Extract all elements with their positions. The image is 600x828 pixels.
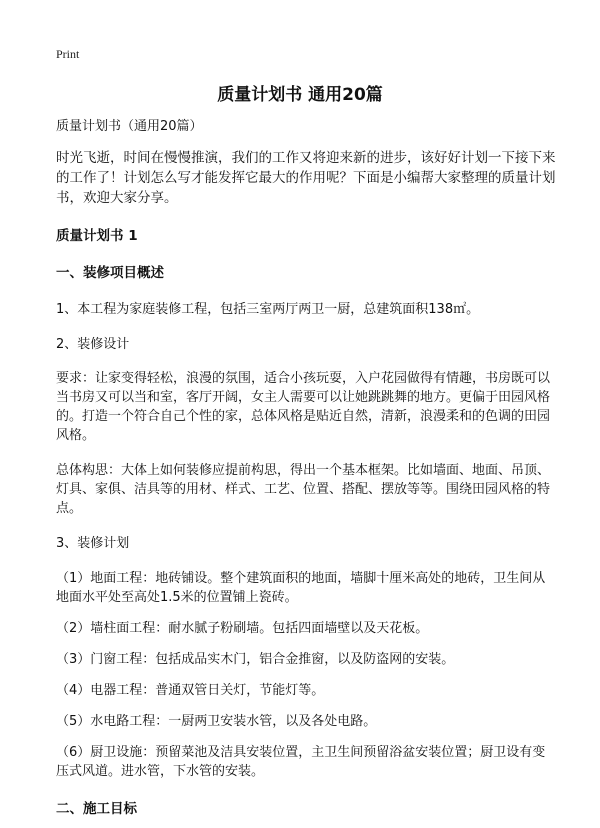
intro-paragraph: 时光飞逝，时间在慢慢推演，我们的工作又将迎来新的进步，该好好计划一下接下来的工作了！计划怎么写才能发挥它最大的作用呢？下面是小编帮大家整理的质量计划书，欢迎大家分享。 [56,150,556,206]
page-title: 质量计划书 通用20篇 [217,85,383,105]
heading-project-overview: 一、装修项目概述 [56,265,164,281]
document-body [56,117,556,828]
heading-construction-goal: 二、施工目标 [56,801,137,817]
overview-item-1: 1、本工程为家庭装修工程，包括三室两厅两卫一厨，总建筑面积138㎡。 [56,302,480,317]
plan-item: （4）电器工程：普通双管日关灯，节能灯等。 [56,683,325,698]
plan-item: （5）水电路工程：一厨两卫安装水管，以及各处电路。 [56,714,377,729]
plan-item: （3）门窗工程：包括成品实木门，铝合金推窗，以及防盗网的安装。 [56,652,455,667]
overview-item-3: 3、装修计划 [56,536,130,551]
overview-item-2: 2、装修设计 [56,337,130,352]
plan-item: （2）墙柱面工程：耐水腻子粉刷墙。包括四面墙壁以及天花板。 [56,621,429,636]
print-link[interactable]: Print [56,47,80,61]
plan-item: （6）厨卫设施：预留菜池及洁具安装位置，主卫生间预留浴盆安装位置；厨卫设有变压式风道。进水管，下水管的安装。 [56,745,546,779]
document-subtitle: 质量计划书（通用20篇） [56,119,203,134]
plan-item: （1）地面工程：地砖铺设。整个建筑面积的地面，墙脚十厘米高处的地砖，卫生间从地面水平处至高处1.5米的位置铺上瓷砖。 [56,571,546,605]
design-requirements: 要求：让家变得轻松，浪漫的氛围，适合小孩玩耍，入户花园做得有情趣，书房既可以当书房又可以当和室，客厅开阔，女主人需要可以让她跳跳舞的地方。更偏于田园风格的。打造一个符合自己个性的家，总体风格是贴近自然，清新，浪漫柔和的色调的田园风格。 [56,371,551,443]
section-title: 质量计划书 1 [56,228,138,244]
design-concept: 总体构思：大体上如何装修应提前构思，得出一个基本框架。比如墙面、地面、吊顶、灯具、家俱、洁具等的用材、样式、工艺、位置、搭配、摆放等等。围绕田园风格的特点。 [56,463,551,516]
